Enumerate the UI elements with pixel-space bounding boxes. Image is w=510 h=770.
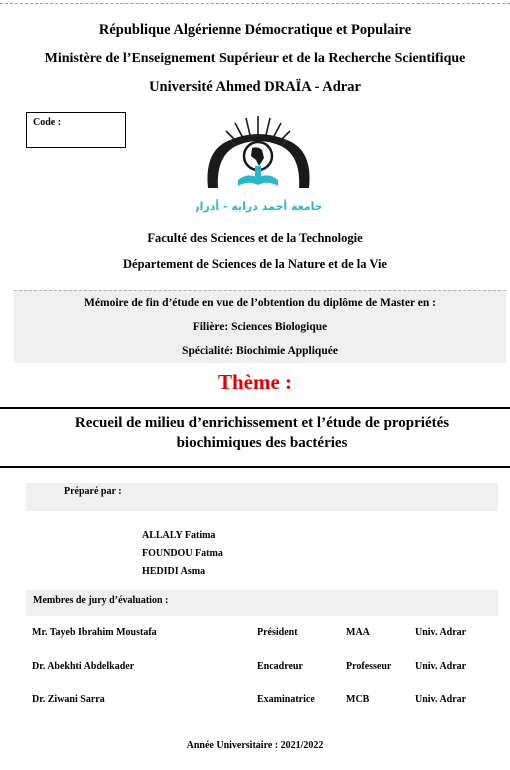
student-name: FOUNDOU Fatma xyxy=(142,548,223,559)
jury-name: Dr. Ziwani Sarra xyxy=(32,694,105,705)
subject-bottom-rule xyxy=(0,466,510,468)
thesis-subject xyxy=(24,413,500,453)
jury-row xyxy=(0,627,510,641)
jury-grade: MAA xyxy=(346,627,370,638)
student-name: ALLALY Fatima xyxy=(142,530,216,541)
jury-role: Président xyxy=(257,627,298,638)
subject-top-rule xyxy=(0,407,510,409)
jury-name: Dr. Abekhti Abdelkader xyxy=(32,661,135,672)
jury-university: Univ. Adrar xyxy=(415,694,467,705)
jury-row xyxy=(0,661,510,675)
filiere-line: Filière: Sciences Biologique xyxy=(192,321,328,333)
ministry-title: Ministère de l’Enseignement Supérieur et de la Recherche Scientifique xyxy=(44,51,466,66)
prepared-by-band xyxy=(26,483,498,511)
country-title: République Algérienne Démocratique et Populaire xyxy=(98,22,412,38)
department-name: Département de Sciences de la Nature et de la Vie xyxy=(123,257,387,271)
subject-line-2: biochimiques des bactéries xyxy=(176,435,348,451)
code-box xyxy=(26,112,126,148)
prepared-by-label: Préparé par : xyxy=(64,486,122,497)
specialite-line: Spécialité: Biochimie Appliquée xyxy=(182,345,338,357)
university-title: Université Ahmed DRAÏA - Adrar xyxy=(149,79,361,95)
jury-grade: Professeur xyxy=(346,661,392,672)
code-label: Code : xyxy=(33,117,62,128)
jury-name: Mr. Tayeb Ibrahim Moustafa xyxy=(32,627,157,638)
university-emblem-icon xyxy=(196,110,321,220)
jury-role: Encadreur xyxy=(257,661,303,672)
theme-heading: Thème : xyxy=(217,370,293,394)
top-dashed-border xyxy=(0,3,510,4)
jury-university: Univ. Adrar xyxy=(415,661,467,672)
memoire-title: Mémoire de fin d’étude en vue de l’obtention du diplôme de Master en : xyxy=(84,297,436,309)
jury-label: Membres de jury d’évaluation : xyxy=(33,595,169,606)
academic-year: Année Universitaire : 2021/2022 xyxy=(186,740,324,751)
jury-band xyxy=(26,590,498,616)
jury-grade: MCB xyxy=(346,694,370,705)
jury-role: Examinatrice xyxy=(257,694,315,705)
logo-arabic-text: جامعة أحمد دراية - أدرار xyxy=(196,200,321,213)
jury-row xyxy=(0,694,510,708)
memoire-band xyxy=(14,290,506,363)
jury-university: Univ. Adrar xyxy=(415,627,467,638)
student-name: HEDIDI Asma xyxy=(142,566,206,577)
faculty-name: Faculté des Sciences et de la Technologie xyxy=(147,231,363,245)
subject-line-1: Recueil de milieu d’enrichissement et l’étude de propriétés xyxy=(74,415,450,431)
